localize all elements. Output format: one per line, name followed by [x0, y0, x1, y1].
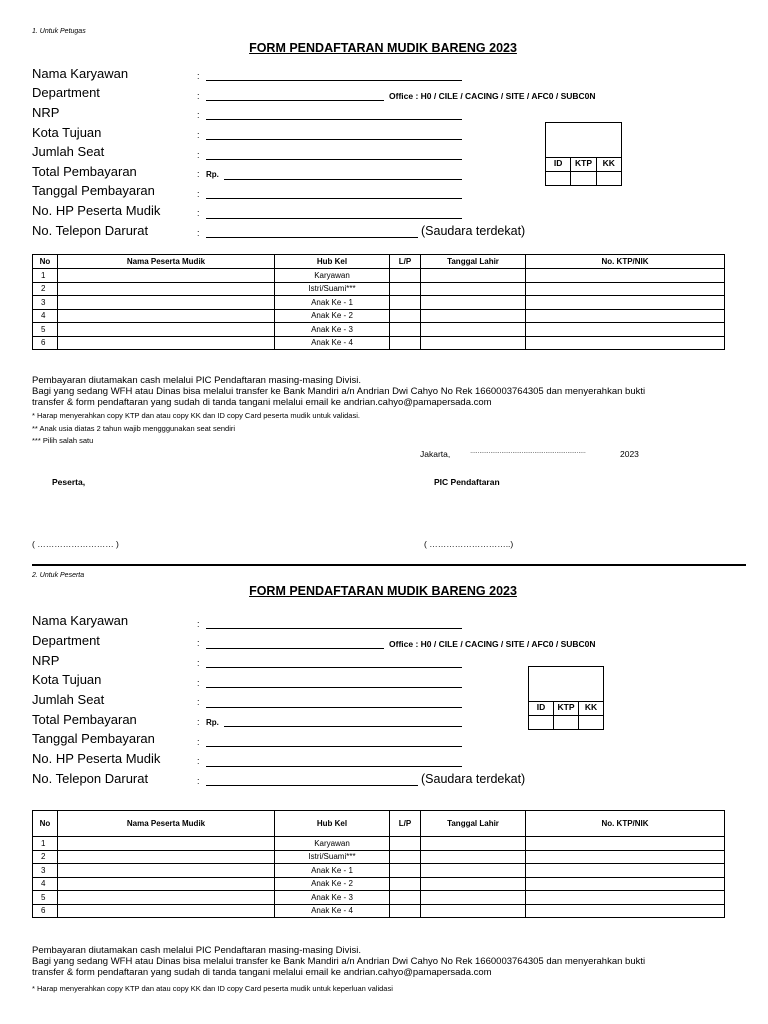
table-row [33, 850, 725, 864]
tanggal-cell[interactable] [421, 904, 526, 918]
id-photo-box [528, 666, 604, 730]
department-line[interactable] [206, 648, 384, 649]
field-label-no-hp: No. HP Peserta Mudik [32, 751, 161, 766]
ktp-cell[interactable] [526, 282, 725, 296]
field-colon: : [197, 208, 200, 218]
row-no: 4 [33, 309, 58, 323]
id-photo-area [529, 667, 603, 702]
tanggal-cell[interactable] [421, 877, 526, 891]
lp-cell[interactable] [390, 323, 421, 337]
ktp-cell[interactable] [526, 336, 725, 350]
no-telepon-darurat-line[interactable] [206, 237, 418, 238]
field-colon: : [197, 756, 200, 766]
tanggal-cell[interactable] [421, 837, 526, 851]
hub-cell: Anak Ke - 1 [275, 296, 390, 310]
ktp-cell[interactable] [526, 323, 725, 337]
signature-peserta-blank[interactable]: ( ……………………… ) [32, 539, 119, 549]
field-colon: : [197, 130, 200, 140]
payment-note-1: Pembayaran diutamakan cash melalui PIC Pendaftaran masing-masing Divisi. [32, 945, 361, 956]
field-label-total-pembayaran: Total Pembayaran [32, 712, 137, 727]
nama-karyawan-line[interactable] [206, 628, 462, 629]
hub-cell: Istri/Suami*** [275, 850, 390, 864]
nama-cell[interactable] [58, 336, 275, 350]
tanggal-cell[interactable] [421, 864, 526, 878]
lp-cell[interactable] [390, 269, 421, 283]
row-no: 2 [33, 850, 58, 864]
footnote-1: * Harap menyerahkan copy KTP dan atau copy KK dan ID copy Card peserta mudik untuk keperluan validasi [32, 984, 393, 993]
hub-cell: Anak Ke - 4 [275, 336, 390, 350]
tanggal-pembayaran-line[interactable] [206, 198, 462, 199]
field-label-nrp: NRP [32, 653, 60, 668]
field-colon: : [197, 110, 200, 120]
form-title: FORM PENDAFTARAN MUDIK BARENG 2023 [249, 41, 517, 55]
total-pembayaran-line[interactable] [224, 726, 462, 727]
id-label: ID [529, 702, 554, 715]
total-pembayaran-line[interactable] [224, 179, 462, 180]
ktp-cell[interactable] [526, 296, 725, 310]
field-label-jumlah-seat: Jumlah Seat [32, 692, 105, 707]
field-label-kota-tujuan: Kota Tujuan [32, 672, 102, 687]
field-label-nama-karyawan: Nama Karyawan [32, 66, 129, 81]
office-note: Office : H0 / CILE / CACING / SITE / AFC0 / SUBC0N [389, 91, 596, 101]
tanggal-pembayaran-line[interactable] [206, 746, 462, 747]
hub-cell: Anak Ke - 4 [275, 904, 390, 918]
field-label-tanggal-pembayaran: Tanggal Pembayaran [32, 731, 155, 746]
signature-year: 2023 [620, 449, 639, 459]
payment-note-2: Bagi yang sedang WFH atau Dinas bisa melalui transfer ke Bank Mandiri a/n Andrian Dwi Cahyo No Rek 1660003764305 dan menyerahkan bukti [32, 956, 646, 967]
field-label-department: Department [32, 633, 100, 648]
col-no: No [33, 811, 58, 837]
ktp-label: KTP [571, 158, 596, 171]
col-hub: Hub Kel [275, 255, 390, 269]
field-colon: : [197, 150, 200, 160]
tanggal-cell[interactable] [421, 309, 526, 323]
field-label-kota-tujuan: Kota Tujuan [32, 125, 102, 140]
table-row [33, 904, 725, 918]
field-colon: : [197, 228, 200, 238]
payment-note-1: Pembayaran diutamakan cash melalui PIC Pendaftaran masing-masing Divisi. [32, 375, 361, 386]
footnote-3: *** Pilih salah satu [32, 436, 94, 445]
field-colon: : [197, 189, 200, 199]
ktp-label: KTP [554, 702, 579, 715]
nrp-line[interactable] [206, 119, 462, 120]
kk-check-cell[interactable] [579, 716, 603, 729]
nama-cell[interactable] [58, 864, 275, 878]
field-colon: : [197, 678, 200, 688]
field-label-no-telepon-darurat: No. Telepon Darurat [32, 223, 149, 238]
field-label-nrp: NRP [32, 105, 60, 120]
tanggal-cell[interactable] [421, 850, 526, 864]
row-no: 5 [33, 891, 58, 905]
form-title: FORM PENDAFTARAN MUDIK BARENG 2023 [249, 584, 517, 598]
col-nama: Nama Peserta Mudik [58, 255, 275, 269]
table-row [33, 837, 725, 851]
id-photo-area [546, 123, 621, 158]
table-row [33, 336, 725, 350]
table-row [33, 309, 725, 323]
table-row [33, 877, 725, 891]
nama-karyawan-line[interactable] [206, 80, 462, 81]
kota-tujuan-line[interactable] [206, 687, 462, 688]
tanggal-cell[interactable] [421, 282, 526, 296]
lp-cell[interactable] [390, 877, 421, 891]
section-divider [32, 564, 746, 566]
kk-label: KK [584, 702, 598, 712]
ktp-cell[interactable] [526, 891, 725, 905]
field-label-tanggal-pembayaran: Tanggal Pembayaran [32, 183, 155, 198]
hub-cell: Anak Ke - 2 [275, 877, 390, 891]
hub-cell: Anak Ke - 2 [275, 309, 390, 323]
col-tanggal: Tanggal Lahir [421, 255, 526, 269]
lp-cell[interactable] [390, 850, 421, 864]
hub-cell: Karyawan [275, 837, 390, 851]
field-colon: : [197, 717, 200, 727]
rp-prefix: Rp. [206, 718, 219, 727]
kota-tujuan-line[interactable] [206, 139, 462, 140]
rp-prefix: Rp. [206, 170, 219, 179]
id-check-row [546, 172, 621, 185]
participants-table [32, 254, 725, 350]
id-label-row [546, 158, 621, 172]
id-label-row [529, 702, 603, 716]
row-no: 1 [33, 837, 58, 851]
table-row [33, 891, 725, 905]
department-line[interactable] [206, 100, 384, 101]
field-colon: : [197, 697, 200, 707]
hub-cell: Istri/Suami*** [275, 282, 390, 296]
payment-note-3: transfer & form pendaftaran yang sudah di tanda tangani melalui email ke andrian.cahyo@pamapersada.com [32, 967, 492, 978]
field-colon: : [197, 169, 200, 179]
col-no: No [33, 255, 58, 269]
lp-cell[interactable] [390, 891, 421, 905]
nama-cell[interactable] [58, 323, 275, 337]
footnote-2: ** Anak usia diatas 2 tahun wajib mengggunakan seat sendiri [32, 424, 236, 433]
row-no: 4 [33, 877, 58, 891]
ktp-cell[interactable] [526, 269, 725, 283]
payment-note-2: Bagi yang sedang WFH atau Dinas bisa melalui transfer ke Bank Mandiri a/n Andrian Dwi Cahyo No Rek 1660003764305 dan menyerahkan bukti [32, 386, 646, 397]
nama-cell[interactable] [58, 269, 275, 283]
lp-cell[interactable] [390, 296, 421, 310]
field-colon: : [197, 91, 200, 101]
ktp-check-cell[interactable] [554, 716, 579, 729]
kk-label: KK [602, 158, 615, 168]
field-label-no-telepon-darurat: No. Telepon Darurat [32, 771, 149, 786]
jumlah-seat-line[interactable] [206, 159, 462, 160]
table-row [33, 269, 725, 283]
row-no: 5 [33, 323, 58, 337]
nama-cell[interactable] [58, 837, 275, 851]
signature-peserta-label: Peserta, [52, 477, 86, 487]
ktp-cell[interactable] [526, 864, 725, 878]
hub-cell: Anak Ke - 3 [275, 891, 390, 905]
row-no: 1 [33, 269, 58, 283]
section-tag: 1. Untuk Petugas [32, 28, 86, 35]
ktp-check-cell[interactable] [571, 172, 596, 185]
hub-cell: Anak Ke - 3 [275, 323, 390, 337]
signature-pic-label: PIC Pendaftaran [434, 477, 500, 487]
col-ktp: No. KTP/NIK [526, 255, 725, 269]
lp-cell[interactable] [390, 837, 421, 851]
field-colon: : [197, 638, 200, 648]
id-check-cell[interactable] [546, 172, 571, 185]
signature-city: Jakarta, [420, 449, 451, 459]
field-colon: : [197, 776, 200, 786]
field-label-nama-karyawan: Nama Karyawan [32, 613, 129, 628]
field-colon: : [197, 737, 200, 747]
payment-note-3: transfer & form pendaftaran yang sudah di tanda tangani melalui email ke andrian.cahyo@pamapersada.com [32, 397, 492, 408]
col-lp: L/P [390, 255, 421, 269]
jumlah-seat-line[interactable] [206, 707, 462, 708]
field-colon: : [197, 71, 200, 81]
col-ktp: No. KTP/NIK [526, 811, 725, 837]
table-row [33, 323, 725, 337]
field-colon: : [197, 619, 200, 629]
row-no: 6 [33, 336, 58, 350]
col-tanggal: Tanggal Lahir [421, 811, 526, 837]
tanggal-cell[interactable] [421, 891, 526, 905]
tanggal-cell[interactable] [421, 336, 526, 350]
lp-cell[interactable] [390, 282, 421, 296]
footnote-1: * Harap menyerahkan copy KTP dan atau copy KK dan ID copy Card peserta mudik untuk validasi. [32, 411, 360, 420]
nama-cell[interactable] [58, 309, 275, 323]
office-note: Office : H0 / CILE / CACING / SITE / AFC0 / SUBC0N [389, 639, 596, 649]
row-no: 2 [33, 282, 58, 296]
nrp-line[interactable] [206, 667, 462, 668]
section-tag: 2. Untuk Peserta [32, 572, 85, 579]
col-lp: L/P [390, 811, 421, 837]
col-nama: Nama Peserta Mudik [58, 811, 275, 837]
row-no: 3 [33, 864, 58, 878]
table-header-row [33, 255, 725, 269]
ktp-cell[interactable] [526, 904, 725, 918]
nama-cell[interactable] [58, 282, 275, 296]
table-row [33, 296, 725, 310]
field-label-no-hp: No. HP Peserta Mudik [32, 203, 161, 218]
nama-cell[interactable] [58, 904, 275, 918]
hub-cell: Karyawan [275, 269, 390, 283]
row-no: 6 [33, 904, 58, 918]
hub-cell: Anak Ke - 1 [275, 864, 390, 878]
ktp-cell[interactable] [526, 877, 725, 891]
field-label-jumlah-seat: Jumlah Seat [32, 144, 105, 159]
id-check-cell[interactable] [529, 716, 554, 729]
nama-cell[interactable] [58, 877, 275, 891]
emergency-note: (Saudara terdekat) [421, 224, 526, 238]
field-label-total-pembayaran: Total Pembayaran [32, 164, 137, 179]
lp-cell[interactable] [390, 864, 421, 878]
nama-cell[interactable] [58, 296, 275, 310]
lp-cell[interactable] [390, 336, 421, 350]
no-telepon-darurat-line[interactable] [206, 785, 418, 786]
tanggal-cell[interactable] [421, 323, 526, 337]
table-header-row [33, 811, 725, 837]
id-photo-box [545, 122, 622, 186]
nama-cell[interactable] [58, 850, 275, 864]
tanggal-cell[interactable] [421, 296, 526, 310]
ktp-cell[interactable] [526, 837, 725, 851]
emergency-note: (Saudara terdekat) [421, 772, 526, 786]
row-no: 3 [33, 296, 58, 310]
no-hp-line[interactable] [206, 218, 462, 219]
field-colon: : [197, 658, 200, 668]
nama-cell[interactable] [58, 891, 275, 905]
signature-pic-blank[interactable]: ( ………………………..) [424, 539, 514, 549]
table-row [33, 864, 725, 878]
ktp-cell[interactable] [526, 309, 725, 323]
tanggal-cell[interactable] [421, 269, 526, 283]
field-label-department: Department [32, 85, 100, 100]
no-hp-line[interactable] [206, 766, 462, 767]
id-label: ID [546, 158, 571, 171]
participants-table [32, 810, 725, 918]
id-check-row [529, 716, 603, 729]
col-hub: Hub Kel [275, 811, 390, 837]
kk-check-cell[interactable] [597, 172, 621, 185]
ktp-cell[interactable] [526, 850, 725, 864]
signature-date-dots: ……………………………………………………… [470, 449, 586, 455]
table-row [33, 282, 725, 296]
lp-cell[interactable] [390, 904, 421, 918]
lp-cell[interactable] [390, 309, 421, 323]
